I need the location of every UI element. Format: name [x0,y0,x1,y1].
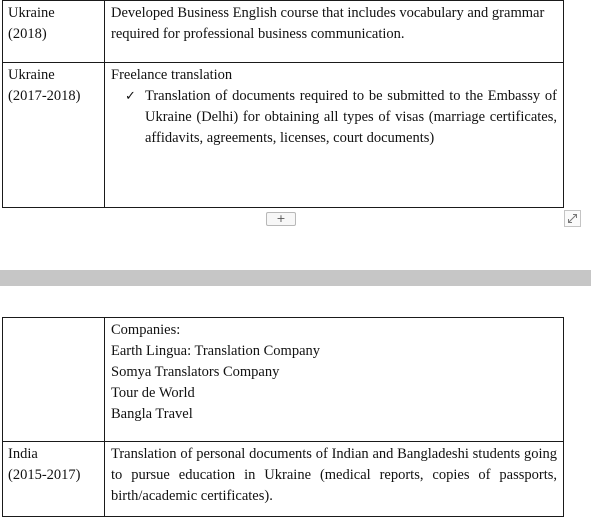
location-label: India [8,446,38,462]
experience-table-top [2,0,564,208]
description-text: Developed Business English course that includes vocabulary and grammar required for professional business communication. [111,5,545,42]
experience-table-bottom [2,317,564,517]
table-row [3,318,564,442]
table-row [3,63,564,208]
description-text: Translation of personal documents of Indian and Bangladeshi students going to pursue education in Ukraine (medical reports, copies of passports, birth/academic certificates). [111,446,557,504]
companies-line: Somya Translators Company [111,364,280,380]
list-item [125,86,557,149]
diagonal-resize-icon [565,211,580,226]
period-label: (2018) [8,26,47,42]
page-break-gap [0,270,591,286]
table-row [3,442,564,517]
companies-line: Tour de World [111,385,195,401]
bullet-text: Translation of documents required to be submitted to the Embassy of Ukraine (Delhi) for obtaining all types of visas (marriage certificates, affidavits, agreements, licenses, court documents) [145,88,557,146]
location-label: Ukraine [8,67,55,83]
location-cell[interactable] [3,318,105,442]
add-row-button[interactable]: + [266,212,296,226]
companies-line: Bangla Travel [111,406,193,422]
bullet-list [111,86,557,149]
table-resize-handle[interactable] [564,210,581,227]
description-cell[interactable] [105,1,564,63]
period-label: (2017-2018) [8,88,81,104]
period-label: (2015-2017) [8,467,81,483]
companies-line: Earth Lingua: Translation Company [111,343,321,359]
description-heading: Freelance translation [111,67,233,83]
location-cell[interactable] [3,442,105,517]
description-cell[interactable] [105,318,564,442]
location-label: Ukraine [8,5,55,21]
description-cell[interactable] [105,442,564,517]
checkmark-icon: ✓ [125,89,136,104]
table-row [3,1,564,63]
description-cell[interactable] [105,63,564,208]
companies-line: Companies: [111,322,181,338]
location-cell[interactable] [3,63,105,208]
location-cell[interactable] [3,1,105,63]
